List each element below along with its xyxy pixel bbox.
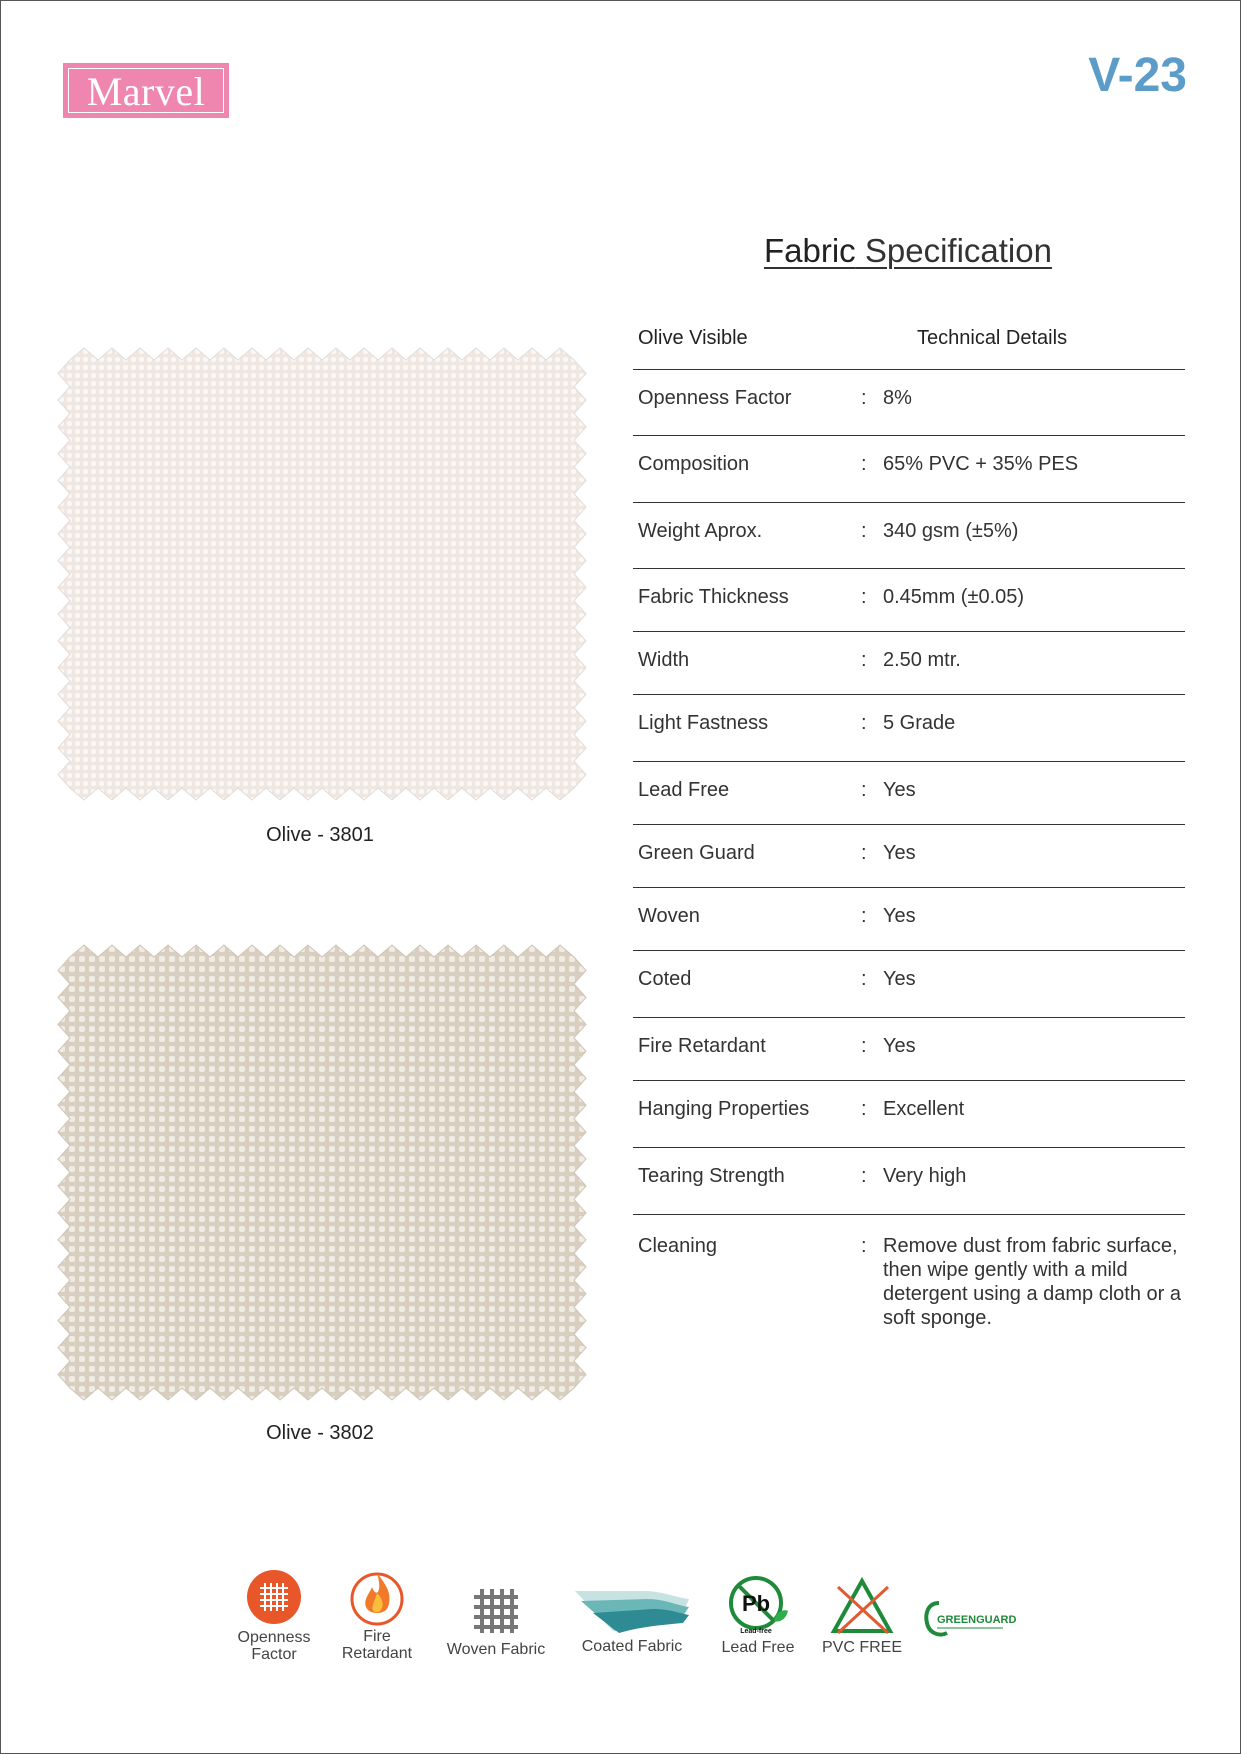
spec-label: Green Guard [638,842,755,864]
spec-label: Width [638,649,690,671]
spec-row [633,632,1185,695]
spec-value: Yes [883,842,916,864]
spec-row [633,436,1185,503]
spec-label: Composition [638,453,750,475]
coated-fabric-item [568,1587,696,1655]
pvc-free-item [814,1577,910,1656]
spec-label: Fire Retardant [638,1035,766,1057]
fire-retardant-icon [348,1567,406,1627]
spec-value: Yes [883,905,916,927]
feature-icons [226,1565,1026,1675]
header-left: Olive Visible [638,327,748,349]
spec-separator: : [861,842,867,864]
title-bold: Fabric [764,232,856,269]
woven-fabric-item [438,1585,554,1658]
spec-label: Cleaning [638,1235,717,1257]
fabric-swatch-3802 [58,945,586,1400]
swatch-caption: Olive - 3801 [266,824,374,846]
coated-fabric-icon [573,1587,691,1635]
icon-label: Openness Factor [237,1629,311,1663]
icon-label: PVC FREE [821,1639,902,1656]
spec-separator: : [861,905,867,927]
woven-fabric-icon [470,1585,522,1637]
spec-table [633,318,1185,1375]
spec-separator: : [861,712,867,734]
product-code: V-23 [1088,49,1187,102]
spec-row [633,370,1185,436]
spec-label: Fabric Thickness [638,586,789,608]
fire-retardant-item [329,1567,425,1662]
spec-value: 65% PVC + 35% PES [883,453,1079,475]
spec-value: Yes [883,1035,916,1057]
spec-separator: : [861,453,867,475]
lead-free-mark: Pb [741,1591,771,1616]
spec-separator: : [861,968,867,990]
spec-separator: : [861,1235,867,1257]
greenguard-icon [923,1599,1017,1639]
swatch-fabric [58,348,586,800]
swatch-caption: Olive - 3802 [266,1422,374,1444]
brand-logo [63,63,229,118]
swatch-fabric [58,945,586,1400]
spec-value: Remove dust from fabric surface, then wipe gently with a mild detergent using a damp cloth or a soft sponge. [883,1235,1181,1329]
spec-row [633,1215,1185,1375]
spec-separator: : [861,520,867,542]
spec-label: Light Fastness [638,712,769,734]
icon-label: Fire Retardant [341,1628,413,1662]
icon-label: Woven Fabric [446,1641,546,1658]
spec-row [633,1018,1185,1081]
spec-label: Tearing Strength [638,1165,785,1187]
lead-free-sublabel: Lead-free [740,1628,772,1635]
spec-row [633,1148,1185,1215]
fabric-swatch-3801 [58,348,586,800]
spec-row [633,888,1185,951]
spec-value: Yes [883,968,916,990]
spec-row [633,762,1185,825]
header-right: Technical Details [917,327,1068,349]
spec-value: Yes [883,779,916,801]
page-title [764,232,1052,270]
spec-row [633,695,1185,762]
spec-label: Openness Factor [638,387,792,409]
spec-value: 0.45mm (±0.05) [883,586,1025,608]
spec-row [633,1081,1185,1148]
spec-separator: : [861,649,867,671]
spec-value: 8% [883,387,912,409]
brand-name: Marvel [86,68,206,114]
spec-separator: : [861,1165,867,1187]
lead-free-icon [726,1575,790,1637]
spec-row [633,503,1185,569]
spec-value: 340 gsm (±5%) [883,520,1019,542]
spec-separator: : [861,586,867,608]
icon-label: Lead Free [721,1639,795,1656]
openness-factor-icon [246,1569,302,1625]
openness-factor-item [226,1569,322,1663]
spec-value: 5 Grade [883,712,956,734]
lead-free-item [710,1575,806,1656]
spec-table-header [633,318,1185,370]
spec-label: Lead Free [638,779,730,801]
greenguard-mark: GREENGUARD [937,1614,1017,1626]
spec-value: Excellent [883,1098,965,1120]
spec-label: Woven [638,905,700,927]
title-rest: Specification [855,232,1052,269]
spec-row [633,825,1185,888]
spec-separator: : [861,1035,867,1057]
pvc-free-icon [830,1577,894,1637]
spec-label: Coted [638,968,692,990]
spec-value: 2.50 mtr. [883,649,961,671]
spec-row [633,951,1185,1018]
spec-separator: : [861,779,867,801]
spec-separator: : [861,1098,867,1120]
greenguard-item [922,1599,1017,1639]
spec-value: Very high [883,1165,967,1187]
spec-separator: : [861,387,867,409]
spec-label: Hanging Properties [638,1098,810,1120]
icon-label: Coated Fabric [581,1638,683,1655]
spec-row [633,569,1185,632]
spec-label: Weight Aprox. [638,520,763,542]
